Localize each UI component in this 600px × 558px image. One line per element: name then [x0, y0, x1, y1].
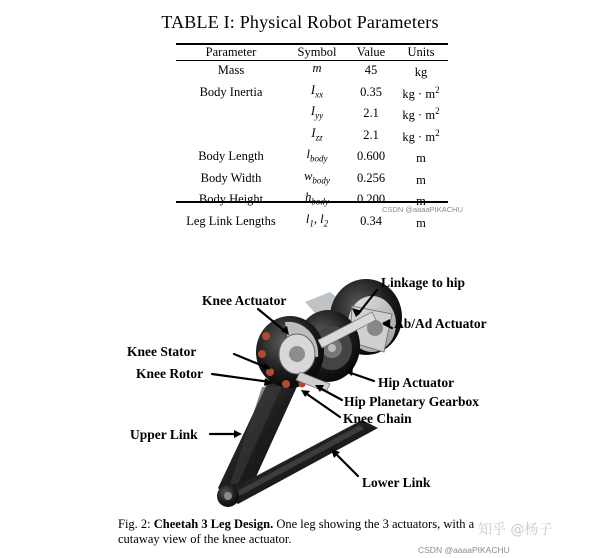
symbol-main: I	[311, 125, 316, 140]
cell-units	[394, 146, 448, 168]
caption-prefix: Fig. 2:	[118, 517, 154, 531]
cell-parameter: Leg Link Lengths	[186, 213, 276, 228]
figure-caption	[118, 517, 518, 547]
label-knee-stator: Knee Stator	[127, 344, 197, 359]
symbol-subscript-2: 2	[323, 218, 329, 228]
cell-value: 0.34	[360, 213, 382, 228]
label-knee-rotor: Knee Rotor	[136, 366, 204, 381]
label-knee-actuator: Knee Actuator	[202, 293, 287, 308]
cell-value: 2.1	[363, 106, 379, 121]
csdn-watermark: CSDN @aaaaPIKACHU	[418, 545, 510, 555]
table-header-row	[176, 44, 448, 60]
symbol-main-2: , l	[313, 211, 324, 226]
symbol-main: h	[305, 190, 312, 204]
unit-text: kg · m	[402, 108, 436, 123]
label-upper-link: Upper Link	[130, 427, 198, 442]
table-row	[176, 146, 448, 168]
cell-symbol	[286, 60, 348, 82]
cell-value: 45	[364, 63, 378, 78]
cell-value: 0.600	[356, 149, 386, 164]
label-ab-ad-actuator: Ab/Ad Actuator	[394, 316, 487, 331]
cell-parameter: Body Length	[198, 149, 264, 164]
symbol-subscript: xx	[315, 89, 324, 99]
cell-symbol	[286, 82, 348, 104]
cell-value: 2.1	[363, 127, 379, 142]
cell-symbol	[286, 146, 348, 168]
cell-symbol	[286, 168, 348, 190]
table-row	[176, 103, 448, 125]
table-row	[176, 60, 448, 82]
header-symbol: Symbol	[297, 45, 337, 59]
unit-text: kg · m	[402, 129, 436, 144]
zhihu-watermark: 知乎 @杨子	[478, 522, 553, 538]
symbol-main: I	[310, 82, 316, 97]
label-hip-planetary-gearbox: Hip Planetary Gearbox	[344, 394, 479, 409]
unit-text: m	[416, 215, 426, 230]
caption-text: One leg showing the 3 actuators, with a cutaway view of the knee actuator.	[118, 517, 475, 546]
symbol-main: l	[306, 147, 310, 161]
cell-parameter: Body Width	[200, 170, 262, 185]
header-parameter: Parameter	[205, 45, 257, 59]
cell-symbol	[286, 103, 348, 125]
symbol-subscript: body	[312, 175, 330, 185]
cheetah-leg-illustration	[0, 262, 600, 512]
symbol-subscript: yy	[315, 110, 324, 121]
symbol-subscript: zz	[315, 132, 323, 142]
table-row	[176, 125, 448, 147]
symbol-subscript: body	[311, 196, 329, 207]
cell-parameter	[176, 125, 286, 147]
cell-parameter: Body Inertia	[199, 84, 263, 99]
label-knee-chain: Knee Chain	[343, 411, 412, 426]
table-row	[176, 82, 448, 104]
cell-value: 0.200	[356, 192, 386, 207]
unit-text: m	[416, 151, 426, 166]
cell-units	[394, 125, 448, 147]
cell-units	[394, 103, 448, 125]
cell-value: 0.35	[360, 84, 382, 99]
cell-units	[394, 82, 448, 104]
cell-parameter	[176, 103, 286, 125]
cell-parameter: Mass	[217, 63, 245, 78]
cell-symbol	[286, 189, 348, 211]
symbol-main: I	[310, 104, 316, 118]
unit-exponent: 2	[435, 84, 440, 95]
label-lower-link: Lower Link	[362, 475, 431, 490]
unit-text: m	[416, 194, 426, 209]
header-units: Units	[407, 45, 435, 59]
caption-title: Cheetah 3 Leg Design.	[153, 517, 274, 531]
unit-text: kg	[414, 65, 428, 80]
table-row	[176, 168, 448, 190]
cell-value: 0.256	[356, 170, 386, 185]
symbol-main: l	[305, 211, 310, 226]
table-watermark: CSDN @aaaaPIKACHU	[382, 205, 463, 214]
symbol-subscript: body	[309, 153, 328, 164]
cell-symbol	[286, 125, 348, 147]
unit-text: m	[416, 172, 426, 187]
unit-exponent: 2	[435, 106, 440, 117]
parameters-table	[176, 44, 448, 232]
unit-text: kg · m	[402, 86, 436, 101]
unit-exponent: 2	[435, 127, 440, 138]
cell-units	[394, 168, 448, 190]
symbol-main: w	[304, 168, 313, 183]
cell-symbol	[286, 211, 348, 233]
label-linkage-to-hip: Linkage to hip	[381, 275, 466, 290]
symbol-subscript: 1	[309, 218, 314, 228]
table-title: TABLE I: Physical Robot Parameters	[161, 12, 439, 32]
header-value: Value	[356, 45, 386, 59]
symbol-main: m	[312, 61, 322, 75]
label-hip-actuator: Hip Actuator	[378, 375, 455, 390]
cell-parameter: Body Height	[198, 192, 264, 207]
cell-units	[394, 60, 448, 82]
